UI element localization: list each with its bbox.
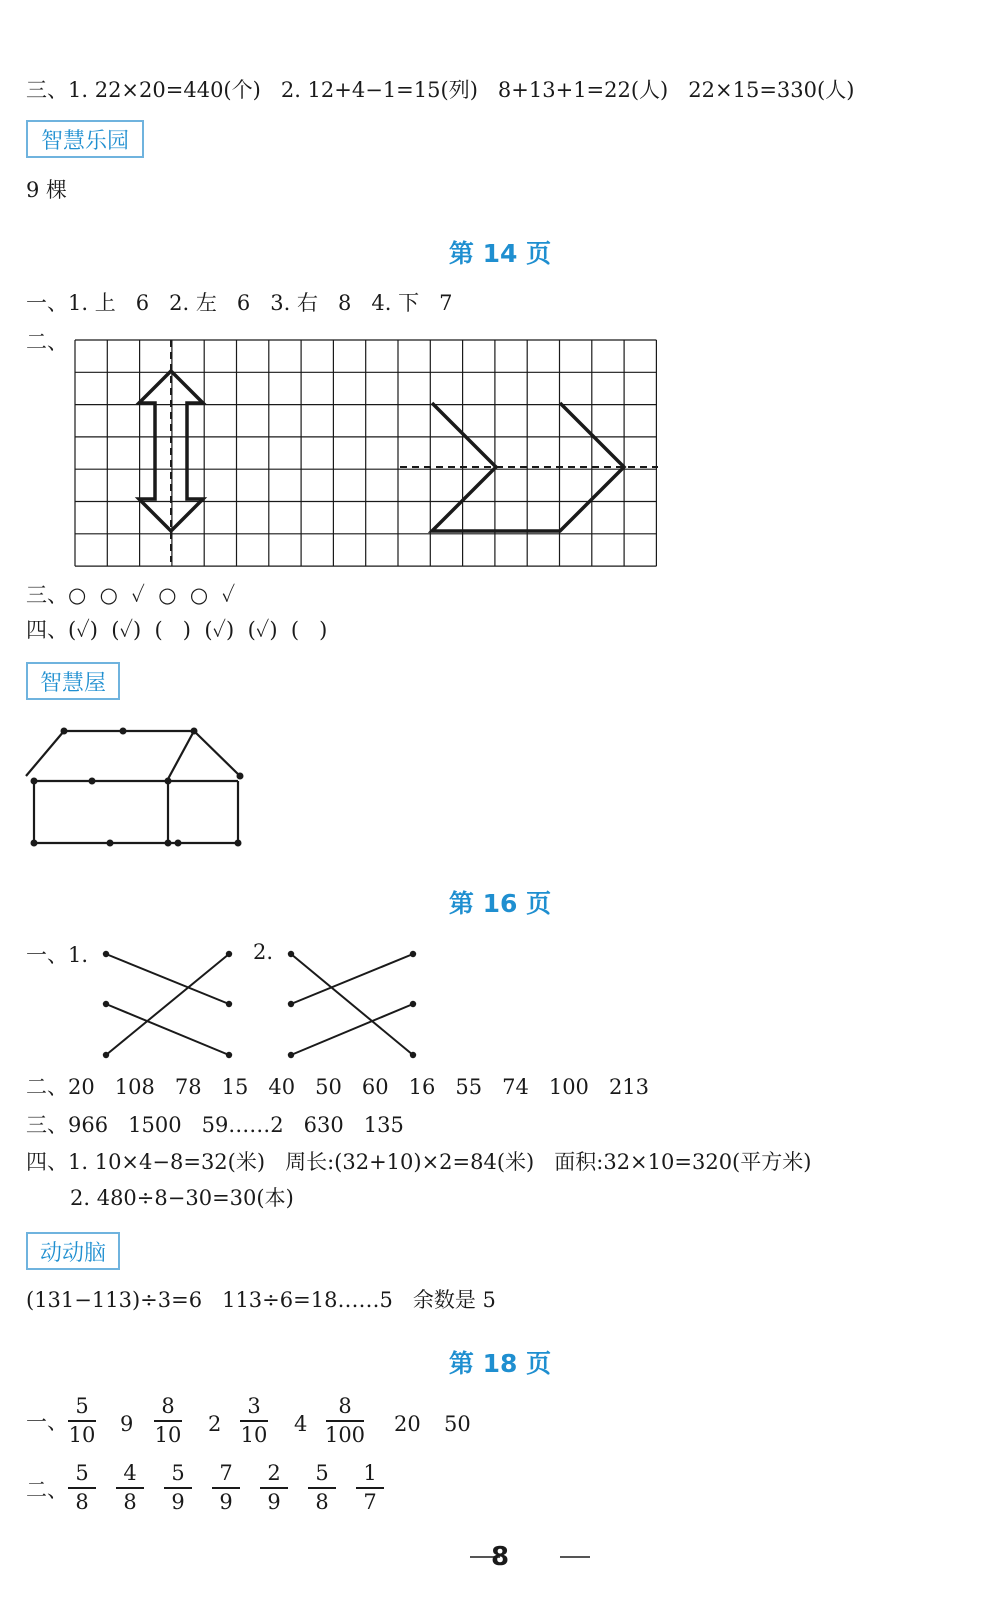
denominator: 10 xyxy=(68,1422,96,1447)
p18-row1-fraction-4 xyxy=(234,1396,274,1446)
numerator: 2 xyxy=(267,1461,281,1485)
p18-row1-fraction-6 xyxy=(320,1396,370,1446)
p18-label-er: 二、 xyxy=(26,1478,68,1502)
numerator: 5 xyxy=(171,1461,185,1485)
p18-row2-fraction-5 xyxy=(302,1463,342,1513)
p14-line-san: 三、○ ○ ✓ ○ ○ ✓ xyxy=(26,583,236,607)
denominator: 7 xyxy=(363,1489,377,1514)
denominator: 8 xyxy=(75,1489,89,1514)
denominator: 10 xyxy=(154,1422,182,1447)
page-heading-14: 第 14 页 xyxy=(448,239,552,268)
denominator: 9 xyxy=(219,1489,233,1514)
page-heading-16: 第 16 页 xyxy=(448,889,552,918)
tag-dong-dong-nao: 动动脑 xyxy=(26,1232,120,1270)
fraction-bar xyxy=(212,1487,240,1489)
p16-line-si2: 2. 480÷8−30=30(本) xyxy=(70,1186,294,1210)
numerator: 8 xyxy=(338,1394,352,1418)
fraction-bar xyxy=(116,1487,144,1489)
p18-row1-fraction-2 xyxy=(148,1396,188,1446)
numerator: 4 xyxy=(123,1461,137,1485)
p14-line-si: 四、(✓) (✓) ( ) (✓) (✓) ( ) xyxy=(26,618,328,642)
symmetry-grid-figure xyxy=(0,0,1000,600)
fraction-bar xyxy=(164,1487,192,1489)
p18-row1-number-5: 4 xyxy=(294,1412,308,1436)
p18-row2-fraction-1 xyxy=(110,1463,150,1513)
p18-row1-number-7: 20 xyxy=(394,1412,421,1436)
p14-label-er: 二、 xyxy=(26,330,68,354)
p18-row1-number-3: 2 xyxy=(208,1412,222,1436)
page-number: 8 xyxy=(490,1542,510,1572)
fraction-bar xyxy=(240,1420,268,1422)
tag-zhihui-wu: 智慧屋 xyxy=(26,662,120,700)
fraction-bar xyxy=(260,1487,288,1489)
denominator: 9 xyxy=(267,1489,281,1514)
denominator: 9 xyxy=(171,1489,185,1514)
p18-label-yi: 一、 xyxy=(26,1410,68,1434)
fraction-bar xyxy=(326,1420,364,1422)
p16-line-dong: (131−113)÷3=6 113÷6=18……5 余数是 5 xyxy=(26,1288,496,1312)
denominator: 10 xyxy=(240,1422,268,1447)
p18-row2-fraction-0 xyxy=(62,1463,102,1513)
denominator: 8 xyxy=(315,1489,329,1514)
p18-row2-fraction-3 xyxy=(206,1463,246,1513)
numerator: 7 xyxy=(219,1461,233,1485)
answer-trees: 9 棵 xyxy=(26,178,68,202)
fraction-bar xyxy=(68,1487,96,1489)
numerator: 5 xyxy=(75,1461,89,1485)
matching-lines-figure xyxy=(0,930,440,1060)
p18-row1-fraction-0 xyxy=(62,1396,102,1446)
fraction-bar xyxy=(154,1420,182,1422)
denominator: 100 xyxy=(324,1422,366,1447)
numerator: 5 xyxy=(75,1394,89,1418)
p16-label-2: 2. xyxy=(253,940,274,964)
fraction-bar xyxy=(356,1487,384,1489)
numerator: 1 xyxy=(363,1461,377,1485)
p14-line-yi: 一、1. 上 6 2. 左 6 3. 右 8 4. 下 7 xyxy=(26,291,453,315)
p18-row1-number-8: 50 xyxy=(444,1412,471,1436)
p18-row2-fraction-2 xyxy=(158,1463,198,1513)
fraction-bar xyxy=(308,1487,336,1489)
p18-row2-fraction-6 xyxy=(350,1463,390,1513)
denominator: 8 xyxy=(123,1489,137,1514)
answer-line-san: 三、1. 22×20=440(个) 2. 12+4−1=15(列) 8+13+1=22(人) 22×15=330(人) xyxy=(26,78,855,102)
p16-line-san: 三、966 1500 59……2 630 135 xyxy=(26,1113,404,1137)
p16-line-er: 二、20 108 78 15 40 50 60 16 55 74 100 213 xyxy=(26,1075,650,1099)
numerator: 3 xyxy=(247,1394,261,1418)
fraction-bar xyxy=(68,1420,96,1422)
tag-zhihui-leyuan: 智慧乐园 xyxy=(26,120,144,158)
p16-line-si1: 四、1. 10×4−8=32(米) 周长:(32+10)×2=84(米) 面积:32×10=320(平方米) xyxy=(26,1150,812,1174)
numerator: 8 xyxy=(161,1394,175,1418)
p16-label-yi: 一、1. xyxy=(26,943,89,967)
house-matchstick-figure xyxy=(0,700,260,860)
p18-row1-number-1: 9 xyxy=(120,1412,134,1436)
p18-row2-fraction-4 xyxy=(254,1463,294,1513)
footer-dash-right xyxy=(560,1556,590,1558)
page-heading-18: 第 18 页 xyxy=(448,1349,552,1378)
numerator: 5 xyxy=(315,1461,329,1485)
